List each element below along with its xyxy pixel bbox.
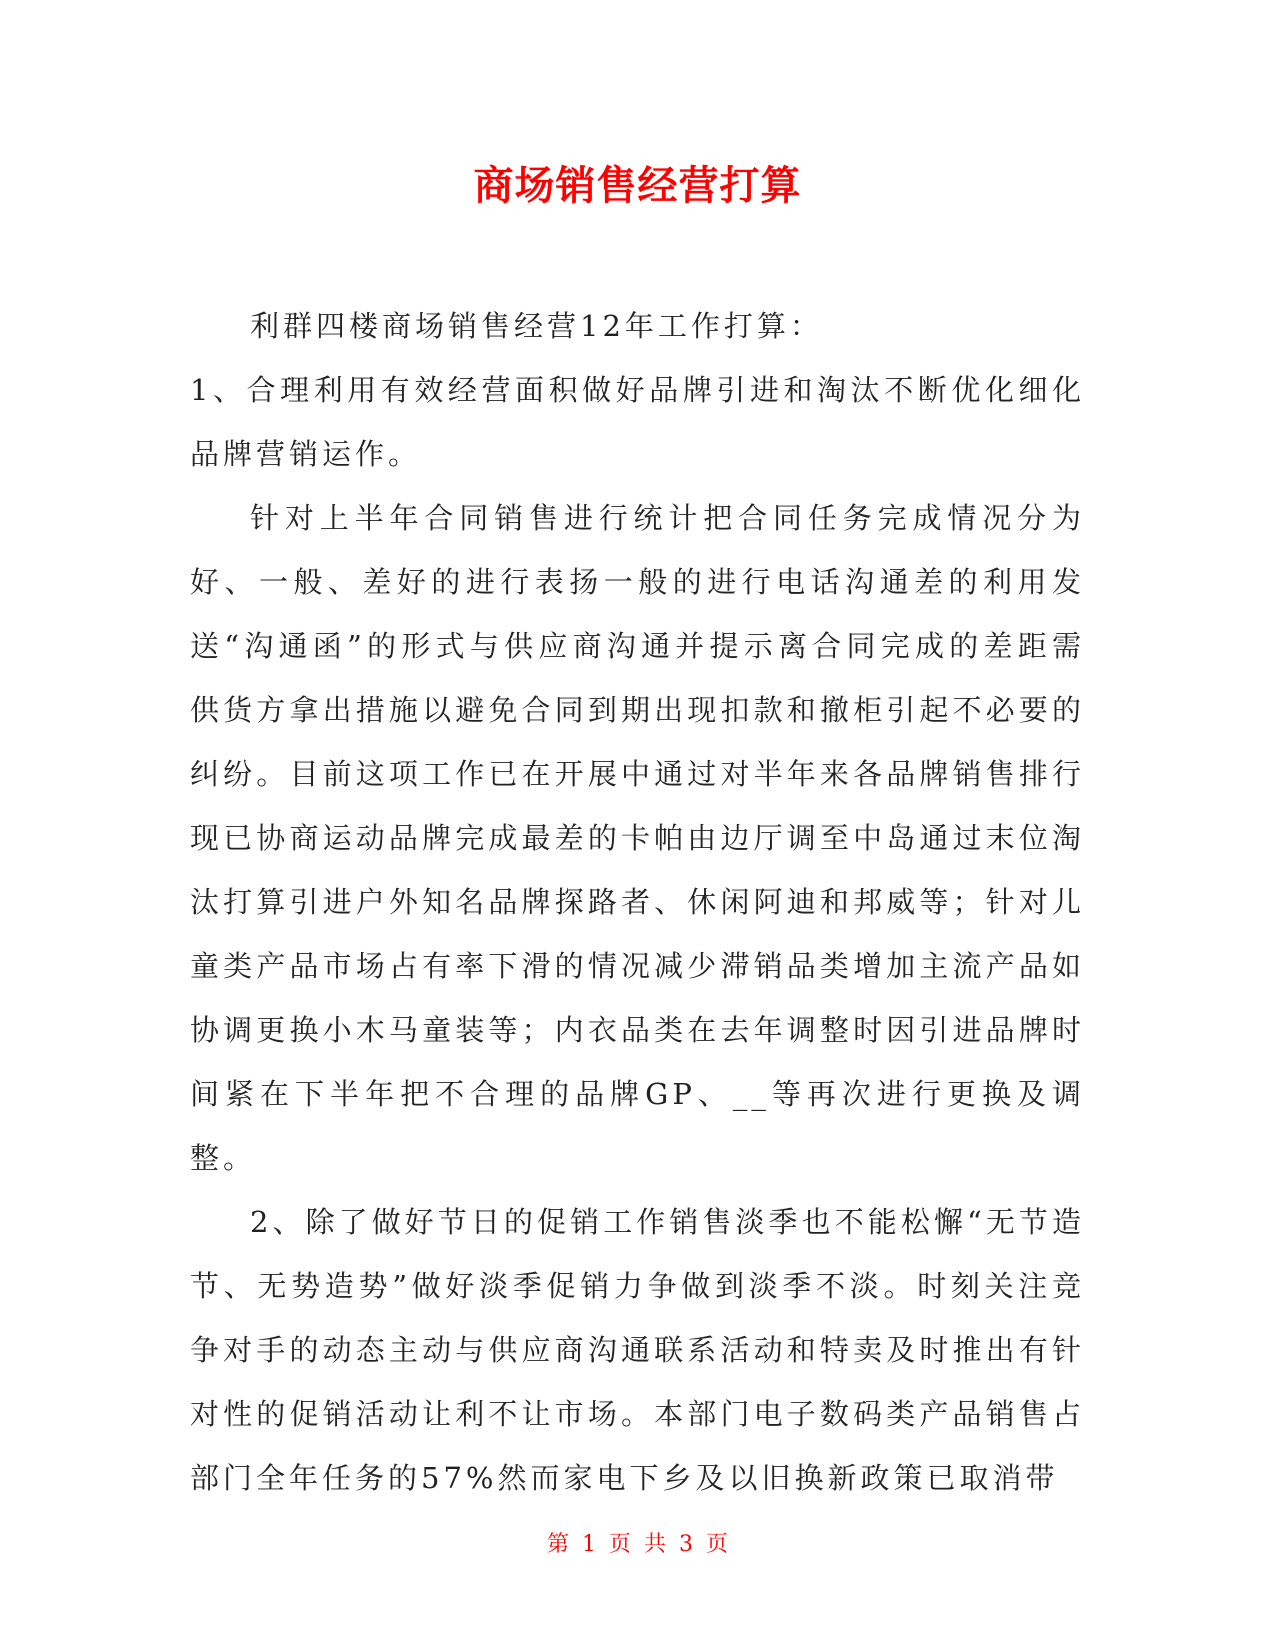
document-body (190, 294, 1085, 1510)
page-footer: 第 1 页 共 3 页 (547, 1532, 728, 1557)
section-2-paragraph: 2、除了做好节日的促销工作销售淡季也不能松懈“无节造节、无势造势”做好淡季促销力争做到淡季不淡。时刻关注竞争对手的动态主动与供应商沟通联系活动和特卖及时推出有针对性的促销活动让利不让市场。本部门电子数码类产品销售占部门全年任务的57%然而家电下乡及以旧换新政策已取消带 (190, 1205, 1085, 1495)
section-1-heading: 1、合理利用有效经营面积做好品牌引进和淘汰不断优化细化品牌营销运作。 (190, 373, 1085, 471)
intro-paragraph: 利群四楼商场销售经营12年工作打算： (250, 309, 823, 343)
document-title: 商场销售经营打算 (473, 163, 802, 209)
section-1-paragraph: 针对上半年合同销售进行统计把合同任务完成情况分为好、一般、差好的进行表扬一般的进行电话沟通差的利用发送“沟通函”的形式与供应商沟通并提示离合同完成的差距需供货方拿出措施以避免合同到期出现扣款和撤柜引起不必要的纠纷。目前这项工作已在开展中通过对半年来各品牌销售排行现已协商运动品牌完成最差的卡帕由边厅调至中岛通过末位淘汰打算引进户外知名品牌探路者、休闲阿迪和邦威等；针对儿童类产品市场占有率下滑的情况减少滞销品类增加主流产品如协调更换小木马童装等；内衣品类在去年调整时因引进品牌时间紧在下半年把不合理的品牌GP、__等再次进行更换及调整。 (190, 501, 1085, 1175)
